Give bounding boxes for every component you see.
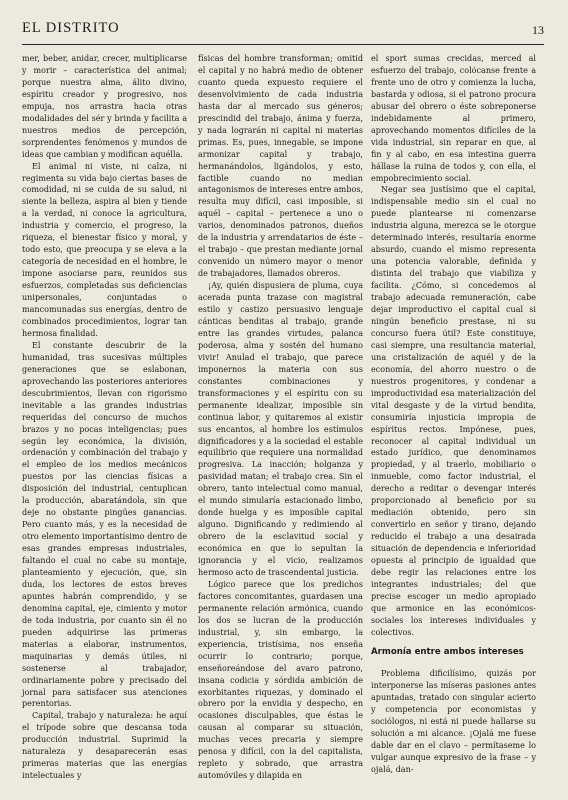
paragraph: mer, beber, anidar, crecer, multiplicarse y morir – característica del animal; porque nuestra alma, álito divino, espíritu creador y progresivo, nos empuja, nos arrastra hacia otras modalidades del sér y brinda y facilita a nuestros medios de percepción, sorprendentes fenómenos y mundos de ideas que cambian y modifican aquélla.	[22, 54, 187, 159]
text-column-3	[371, 53, 536, 776]
paragraph: Problema dificilísimo, quizás por interponerse las míseras pasiones antes apuntadas, tratado con singular acierto y competencia por economistas y sociólogos, ni está ni puede hallarse su solución a mi alcance. ¡Ojalá me fuese dable dar en el clavo – permítaseme lo vulgar aunque expresivo de la frase – y ojalá, dan-	[371, 669, 536, 774]
paragraph: físicas del hombre transforman; omitid el capital y no habrá medio de obtener cuanto queda expuesto requiere el desenvolvimiento de cada industria hasta dar al mercado sus géneros; prescindid del trabajo, ánima y fuerza, y nada lograrán ni capital ni materias primas. Es, pues, innegable, se impone armonizar capital y trabajo, hermanándolos, ligándolos, y esto, factible cuando no median antagonismos de intereses entre ambos, resulta muy difícil, casi imposible, si aquél – capital – pertenece a uno o varios, denominados patronos, dueños de la industria y arrendatarios de éste – el trabajo – que prestan mediante jornal convenido un número mayor o menor de trabajadores, llamados obreros.	[198, 54, 363, 279]
text-column-1	[22, 53, 187, 782]
paragraph: ¡Ay, quién dispusiera de pluma, cuya acerada punta trazase con magistral estilo y castizo persuasivo lenguaje cánticas benditas al trabajo, grande entre las grandes virtudes, palanca poderosa, alma y sostén del humano vivir! Anulad el trabajo, que parece imponernos la materia con sus constantes combinaciones y transformaciones y el espíritu con su permanente idealizar, imposible sin continua labor, y quitaremos al existir sus encantos, al hombre los estímulos dignificadores y a la sociedad el estable equilibrio que requiere una normalidad progresiva. La inacción; holganza y pasividad matan; el trabajo crea. Sin el obrero, tanto intelectual como manual, el mundo simularía estacionado limbo, donde huelga y es imposible capital alguno. Dignificando y redimiendo al obrero de la esclavitud social y económica en que lo sepultan la ignorancia y el vicio, realizamos hermoso acto de trascendental justicia.	[198, 281, 363, 577]
journal-title: EL DISTRITO	[22, 20, 120, 36]
paragraph: Capital, trabajo y naturaleza: he aquí el trípode sobre que descansa toda producción industrial. Suprimid la naturaleza y desaparecerán esas primeras materias que las energías intelectuales y	[22, 711, 187, 781]
paragraph: Lógico parece que los predichos factores concomitantes, guardasen una permanente relación armónica, cuando los dos se lucran de la producción industrial, y, sin embargo, la experiencia, tristísima, nos enseña ocurrir lo contrario; porque, enseñoreándose del avaro patrono, insana codicia y sórdida ambición de exorbitantes riquezas, y dominado el obrero por la envidia y despecho, en ocasiones disculpables, que éstas le causan al comparar su situación, muchas veces precaria y siempre penosa y difícil, con la del capitalista, repleto y sobrado, que arrastra automóviles y dilapida en	[198, 579, 363, 781]
paragraph: Negar sea justísimo que el capital, indispensable medio sin el cual no puede plantearse ni comenzarse industria alguna, merezca se le otorgue determinado interés, resultaría enorme absurdo, cuando el mismo representa una potencia valorable, definida y distinta del trabajo que viabiliza y facilita. ¿Cómo, si concedemos al trabajo adecuada remuneración, cabe dejar improductivo el capital cual si ningún beneficio prestase, ni su concurso fuera útil? Este constituye, casi siempre, una resultancia material, una cristalización de aquél y de la economía, del ahorro nuestro o de nuestros progenitores, y condenar a improductividad esa materialización del vital desgaste y de la virtud bendita, consumiría injusticia impropia de espíritus rectos. Impónese, pues, reconocer al capital individual un estado jurídico, que denominamos propiedad, y al traerlo, mobiliario o inmueble, como factor industrial, el derecho a reditar o devengar interés proporcionado al beneficio por su mediación obtenido, pero sin convertirlo en señor y tirano, dejando reducido el trabajo a una desairada situación de dependencia e inferioridad opuesta al principio de igualdad que debe regir las relaciones entre los integrantes industriales; del que precise escoger un medio apropiado que armonice en las económicos-sociales los intereses individuales y colectivos.	[371, 185, 536, 637]
page-header	[22, 20, 544, 45]
paragraph: El animal ni viste, ni calza, ni regimenta su vida bajo ciertas bases de comodidad, ni se cuida de su salud, ni siente la belleza, aspira al bien y tiende a la verdad, ni conoce la agricultura, industria y comercio, el progreso, la riqueza, el bienestar físico y moral, y todo esto, que preocupa y se eleva a la categoría de necesidad en el hombre, le impone asociarse para, reunidos sus esfuerzos, completadas sus deficiencias unipersonales, conjuntadas o mancomunadas sus energías, dentro de combinados procedimientos, lograr tan hermosa finalidad.	[22, 161, 187, 338]
section-heading: Armonía entre ambos intereses	[371, 646, 524, 657]
paragraph: El constante descubrir de la humanidad, tras sucesivas múltiples generaciones que se eslabonan, aprovechando las posteriores anteriores descubrimientos, llevan con rigorismo inevitable a las grandes industrias requeridas del concurso de muchos brazos y no pocas inteligencias; pues según ley económica, la división, ordenación y combinación del trabajo y el empleo de los medios mecánicos puestos por las ciencias físicas a disposición del industrial, centuplican la producción, abaratándola, sin que deje no obstante pingües ganancias. Pero cuanto más, y es la necesidad de otro elemento importantísimo dentro de esas grandes empresas industriales, faltando el cual no cabe su montaje, planteamiento y ejecución, que, sin duda, los lectores de estos breves apuntes habrán comprendido, y se denomina capital, eje, cimiento y motor de toda industria, por cuanto sin él no pueden adquirirse las primeras materias a elaborar, instrumentos, maquinarias y demás útiles, ni sostenerse al trabajador, ordinariamente pobre y precisado del jornal para satisfacer sus atenciones perentorias.	[22, 340, 187, 709]
page-number: 13	[532, 23, 544, 37]
paragraph: el sport sumas crecidas, merced al esfuerzo del trabajo, colócanse frente a frente uno de otro y comienza la lucha, bastarda y odiosa, si el patrono procura abusar del obrero o éste sobreponerse indebidamente al primero, aprovechando momentos difíciles de la vida industrial, sin reparar en que, al fin y al cabo, en esa intestina guerra hállase la ruina de todos y, con ella, el empobrecimiento social.	[371, 54, 536, 183]
text-column-2	[198, 53, 363, 782]
